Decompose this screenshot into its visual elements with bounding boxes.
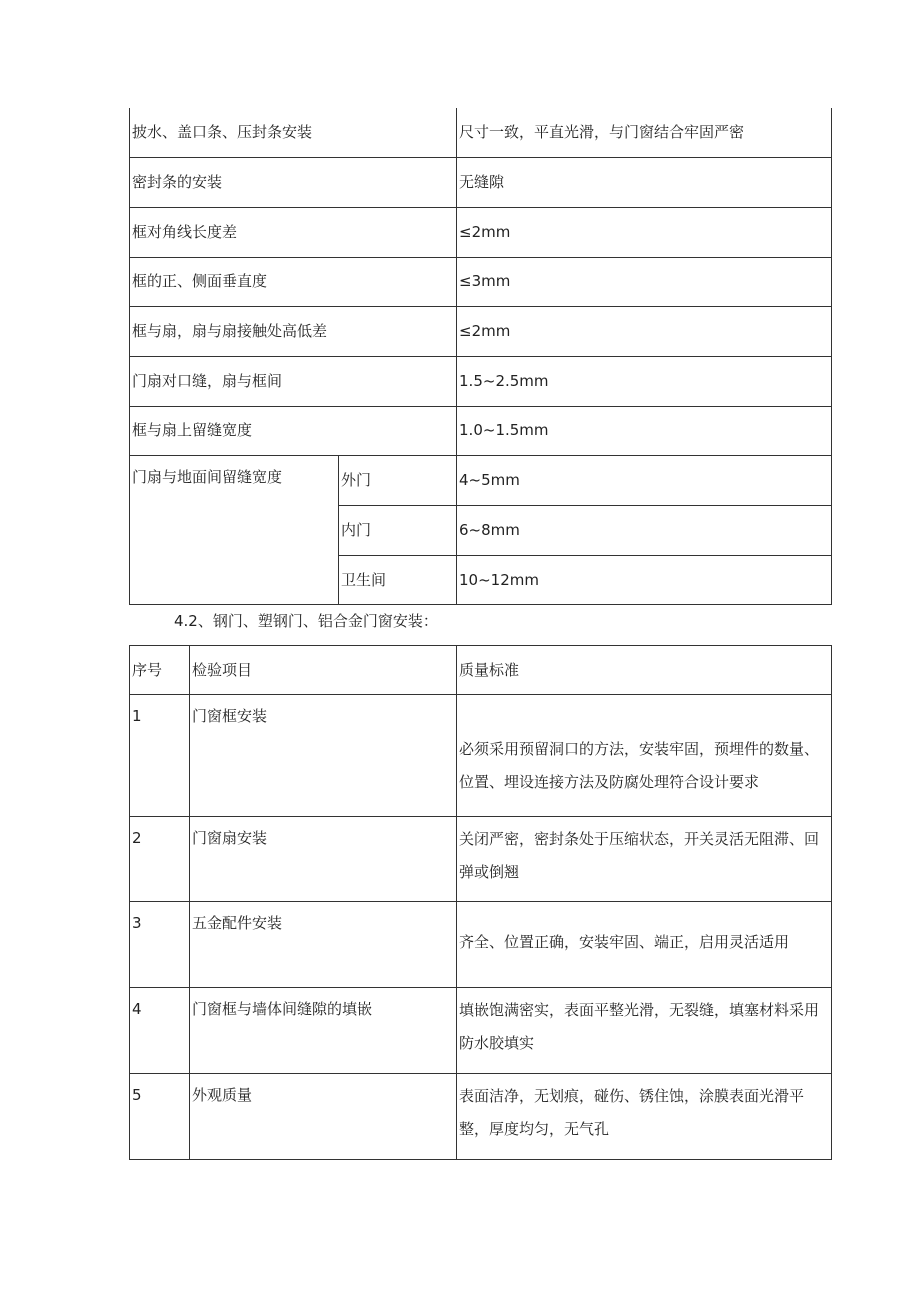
check-item: 框对角线长度差 (130, 207, 457, 257)
quality-standard: 1.0~1.5mm (457, 406, 832, 456)
row-number: 2 (130, 817, 190, 902)
header-standard: 质量标准 (457, 646, 832, 695)
table-row (130, 1074, 832, 1160)
quality-standard: 尺寸一致，平直光滑，与门窗结合牢固严密 (457, 108, 832, 158)
quality-standard: 1.5~2.5mm (457, 356, 832, 406)
check-item: 密封条的安装 (130, 158, 457, 208)
check-item: 框的正、侧面垂直度 (130, 257, 457, 307)
check-item: 框与扇，扇与扇接触处高低差 (130, 307, 457, 357)
row-number: 5 (130, 1074, 190, 1160)
check-item: 披水、盖口条、压封条安装 (130, 108, 457, 158)
header-item: 检验项目 (190, 646, 457, 695)
table-row (130, 108, 832, 158)
section-heading: 4.2、钢门、塑钢门、铝合金门窗安装： (174, 612, 438, 630)
check-item: 门窗框安装 (190, 695, 457, 817)
quality-standard: ≤2mm (457, 307, 832, 357)
table-row (130, 456, 832, 506)
row-number: 3 (130, 902, 190, 988)
gap-check-item: 门扇与地面间留缝宽度 (130, 456, 339, 605)
check-item: 门窗框与墙体间缝隙的填嵌 (190, 988, 457, 1074)
steel-aluminum-window-inspection-table (129, 645, 832, 1160)
quality-standard: 无缝隙 (457, 158, 832, 208)
table-row (130, 158, 832, 208)
header-no: 序号 (130, 646, 190, 695)
check-item: 门窗扇安装 (190, 817, 457, 902)
quality-standard: 填嵌饱满密实，表面平整光滑，无裂缝，填塞材料采用防水胶填实 (457, 988, 832, 1074)
check-item: 框与扇上留缝宽度 (130, 406, 457, 456)
gap-location: 内门 (339, 506, 457, 556)
row-number: 1 (130, 695, 190, 817)
quality-standard: 表面洁净，无划痕，碰伤、锈住蚀，涂膜表面光滑平整，厚度均匀，无气孔 (457, 1074, 832, 1160)
check-item: 门扇对口缝，扇与框间 (130, 356, 457, 406)
gap-location: 卫生间 (339, 555, 457, 605)
gap-value: 4~5mm (457, 456, 832, 506)
quality-standard: ≤2mm (457, 207, 832, 257)
table-row (130, 988, 832, 1074)
gap-value: 10~12mm (457, 555, 832, 605)
quality-standard: 关闭严密，密封条处于压缩状态，开关灵活无阻滞、回弹或倒翘 (457, 817, 832, 902)
table-row (130, 307, 832, 357)
quality-standard: ≤3mm (457, 257, 832, 307)
table-row (130, 902, 832, 988)
check-item: 外观质量 (190, 1074, 457, 1160)
row-number: 4 (130, 988, 190, 1074)
gap-location: 外门 (339, 456, 457, 506)
table-row (130, 257, 832, 307)
table-row (130, 356, 832, 406)
check-item: 五金配件安装 (190, 902, 457, 988)
quality-standard: 必须采用预留洞口的方法，安装牢固，预埋件的数量、位置、埋设连接方法及防腐处理符合设计要求 (457, 695, 832, 817)
table-row (130, 695, 832, 817)
gap-value: 6~8mm (457, 506, 832, 556)
table-row (130, 817, 832, 902)
table-row (130, 207, 832, 257)
table-header-row (130, 646, 832, 695)
door-window-tolerance-table (129, 108, 832, 605)
quality-standard: 齐全、位置正确，安装牢固、端正，启用灵活适用 (457, 902, 832, 988)
table-row (130, 406, 832, 456)
